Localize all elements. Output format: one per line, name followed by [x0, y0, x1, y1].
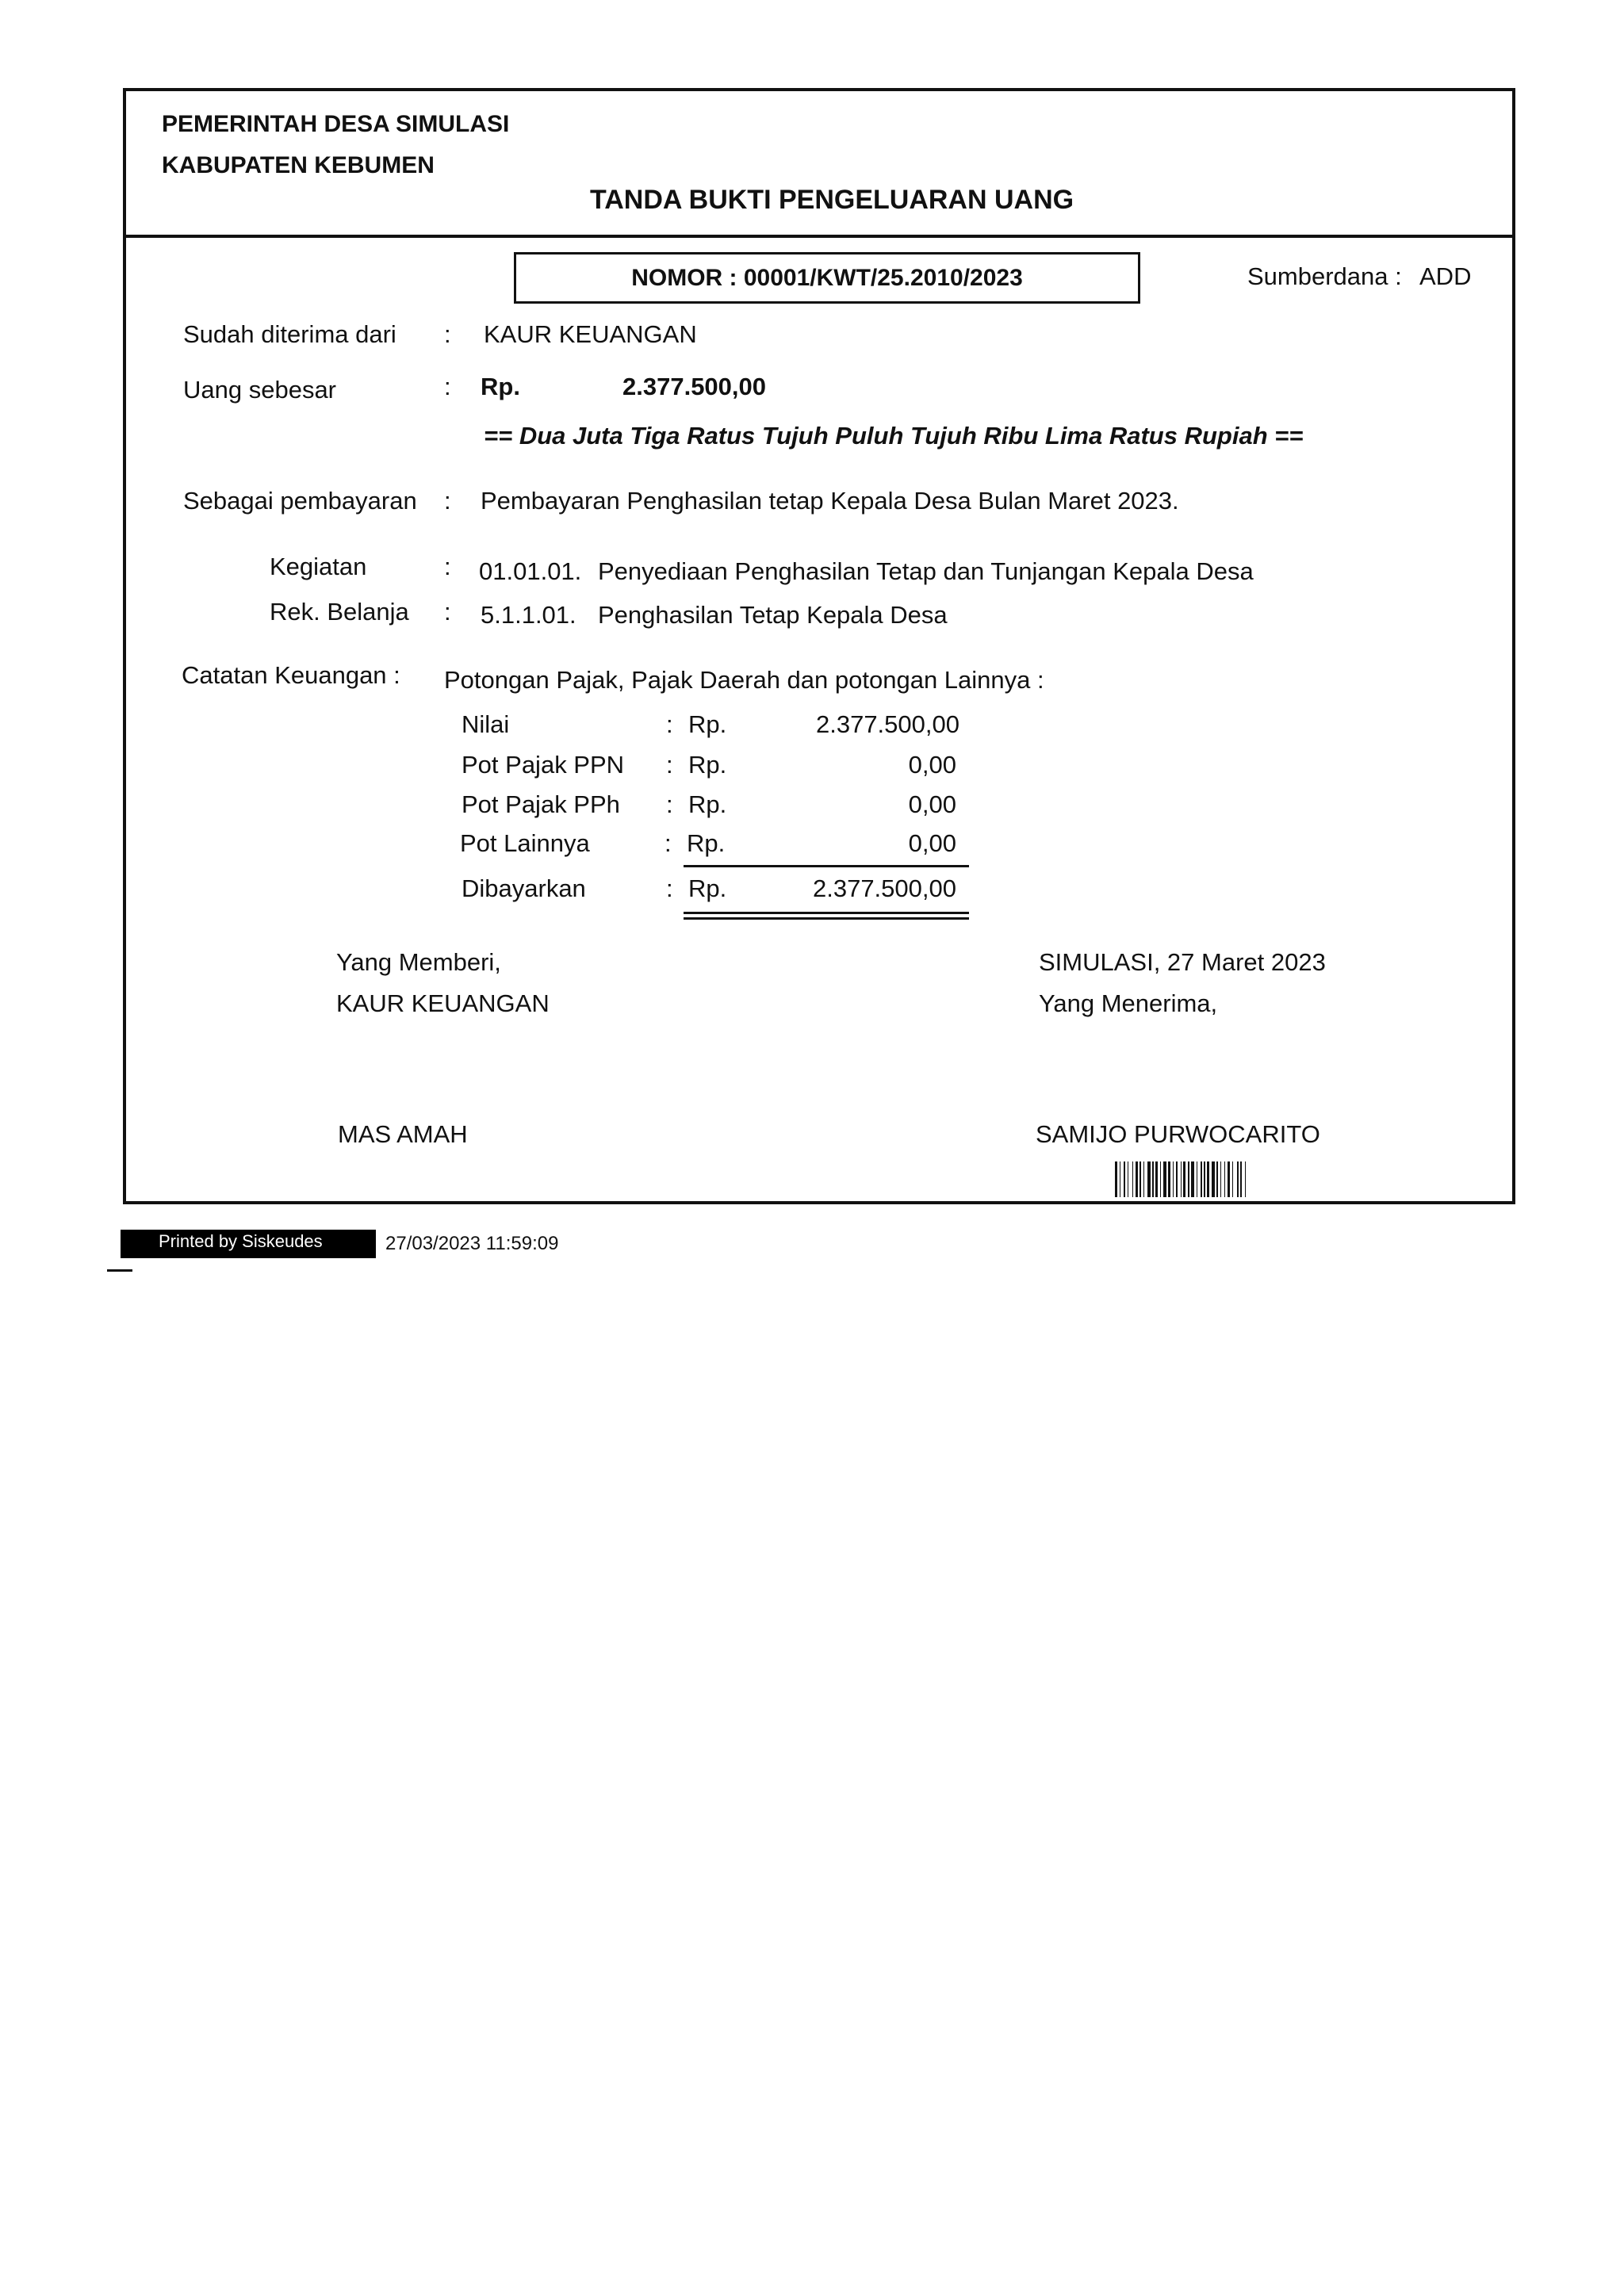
payment-for-colon: :: [444, 487, 451, 515]
pot-lainnya-label: Pot Lainnya: [460, 829, 590, 857]
amount-in-words: == Dua Juta Tiga Ratus Tujuh Puluh Tujuh Ribu Lima Ratus Rupiah ==: [484, 422, 1304, 450]
pot-ppn-colon: :: [666, 751, 673, 779]
kegiatan-name: Penyediaan Penghasilan Tetap dan Tunjangan Kepala Desa: [598, 557, 1254, 585]
dibayarkan-value: 2.377.500,00: [812, 874, 956, 902]
pot-pph-label: Pot Pajak PPh: [462, 790, 620, 818]
sumberdana-value: ADD: [1419, 262, 1472, 290]
payment-for-value: Pembayaran Penghasilan tetap Kepala Desa Bulan Maret 2023.: [481, 487, 1179, 515]
subtotal-rule: [684, 865, 969, 867]
receiver-label: Yang Menerima,: [1039, 989, 1218, 1017]
nilai-value: 2.377.500,00: [815, 710, 959, 738]
sumberdana-label: Sumberdana :: [1247, 262, 1402, 290]
total-double-rule-bottom: [684, 917, 969, 920]
pot-ppn-currency: Rp.: [688, 751, 727, 779]
giver-label: Yang Memberi,: [336, 948, 501, 976]
dibayarkan-colon: :: [666, 874, 673, 902]
place-date: SIMULASI, 27 Maret 2023: [1039, 948, 1326, 976]
rek-belanja-colon: :: [444, 598, 451, 626]
rek-belanja-name: Penghasilan Tetap Kepala Desa: [598, 601, 948, 629]
dibayarkan-label: Dibayarkan: [462, 874, 586, 902]
received-from-colon: :: [444, 320, 451, 348]
pot-pph-currency: Rp.: [688, 790, 727, 818]
kegiatan-colon: :: [444, 553, 451, 580]
pot-pph-value: 0,00: [908, 790, 956, 818]
printed-at: 27/03/2023 11:59:09: [385, 1233, 559, 1254]
amount-colon: :: [444, 373, 451, 400]
pot-pph-colon: :: [666, 790, 673, 818]
kegiatan-label: Kegiatan: [270, 553, 367, 580]
header-divider: [123, 235, 1515, 238]
receiver-name: SAMIJO PURWOCARITO: [1036, 1120, 1320, 1148]
dibayarkan-currency: Rp.: [688, 874, 727, 902]
received-from-value: KAUR KEUANGAN: [484, 320, 697, 348]
kegiatan-code: 01.01.01.: [479, 557, 582, 585]
pot-lainnya-currency: Rp.: [687, 829, 726, 857]
giver-position: KAUR KEUANGAN: [336, 989, 550, 1017]
rek-belanja-label: Rek. Belanja: [270, 598, 409, 626]
payment-for-label: Sebagai pembayaran: [183, 487, 417, 515]
rek-belanja-code: 5.1.1.01.: [481, 601, 576, 629]
pot-ppn-label: Pot Pajak PPN: [462, 751, 625, 779]
pot-ppn-value: 0,00: [908, 751, 956, 779]
org-regency: KABUPATEN KEBUMEN: [162, 152, 435, 178]
org-name: PEMERINTAH DESA SIMULASI: [162, 111, 510, 137]
total-double-rule-top: [684, 912, 969, 914]
amount-value: 2.377.500,00: [622, 373, 767, 400]
document-title: TANDA BUKTI PENGELUARAN UANG: [590, 185, 1074, 215]
amount-label: Uang sebesar: [183, 376, 337, 404]
pot-lainnya-colon: :: [665, 829, 672, 857]
nilai-label: Nilai: [462, 710, 510, 738]
catatan-title: Potongan Pajak, Pajak Daerah dan potongan Lainnya :: [444, 666, 1044, 694]
amount-currency: Rp.: [481, 373, 520, 400]
barcode-icon: [1115, 1161, 1480, 1197]
giver-name: MAS AMAH: [338, 1120, 468, 1148]
received-from-label: Sudah diterima dari: [183, 320, 396, 348]
receipt-number: NOMOR : 00001/KWT/25.2010/2023: [514, 252, 1140, 304]
pot-lainnya-value: 0,00: [908, 829, 956, 857]
corner-mark: [107, 1269, 132, 1272]
printed-by-badge: Printed by Siskeudes: [121, 1230, 376, 1258]
catatan-label: Catatan Keuangan :: [182, 661, 400, 689]
nilai-colon: :: [666, 710, 673, 738]
nilai-currency: Rp.: [688, 710, 727, 738]
